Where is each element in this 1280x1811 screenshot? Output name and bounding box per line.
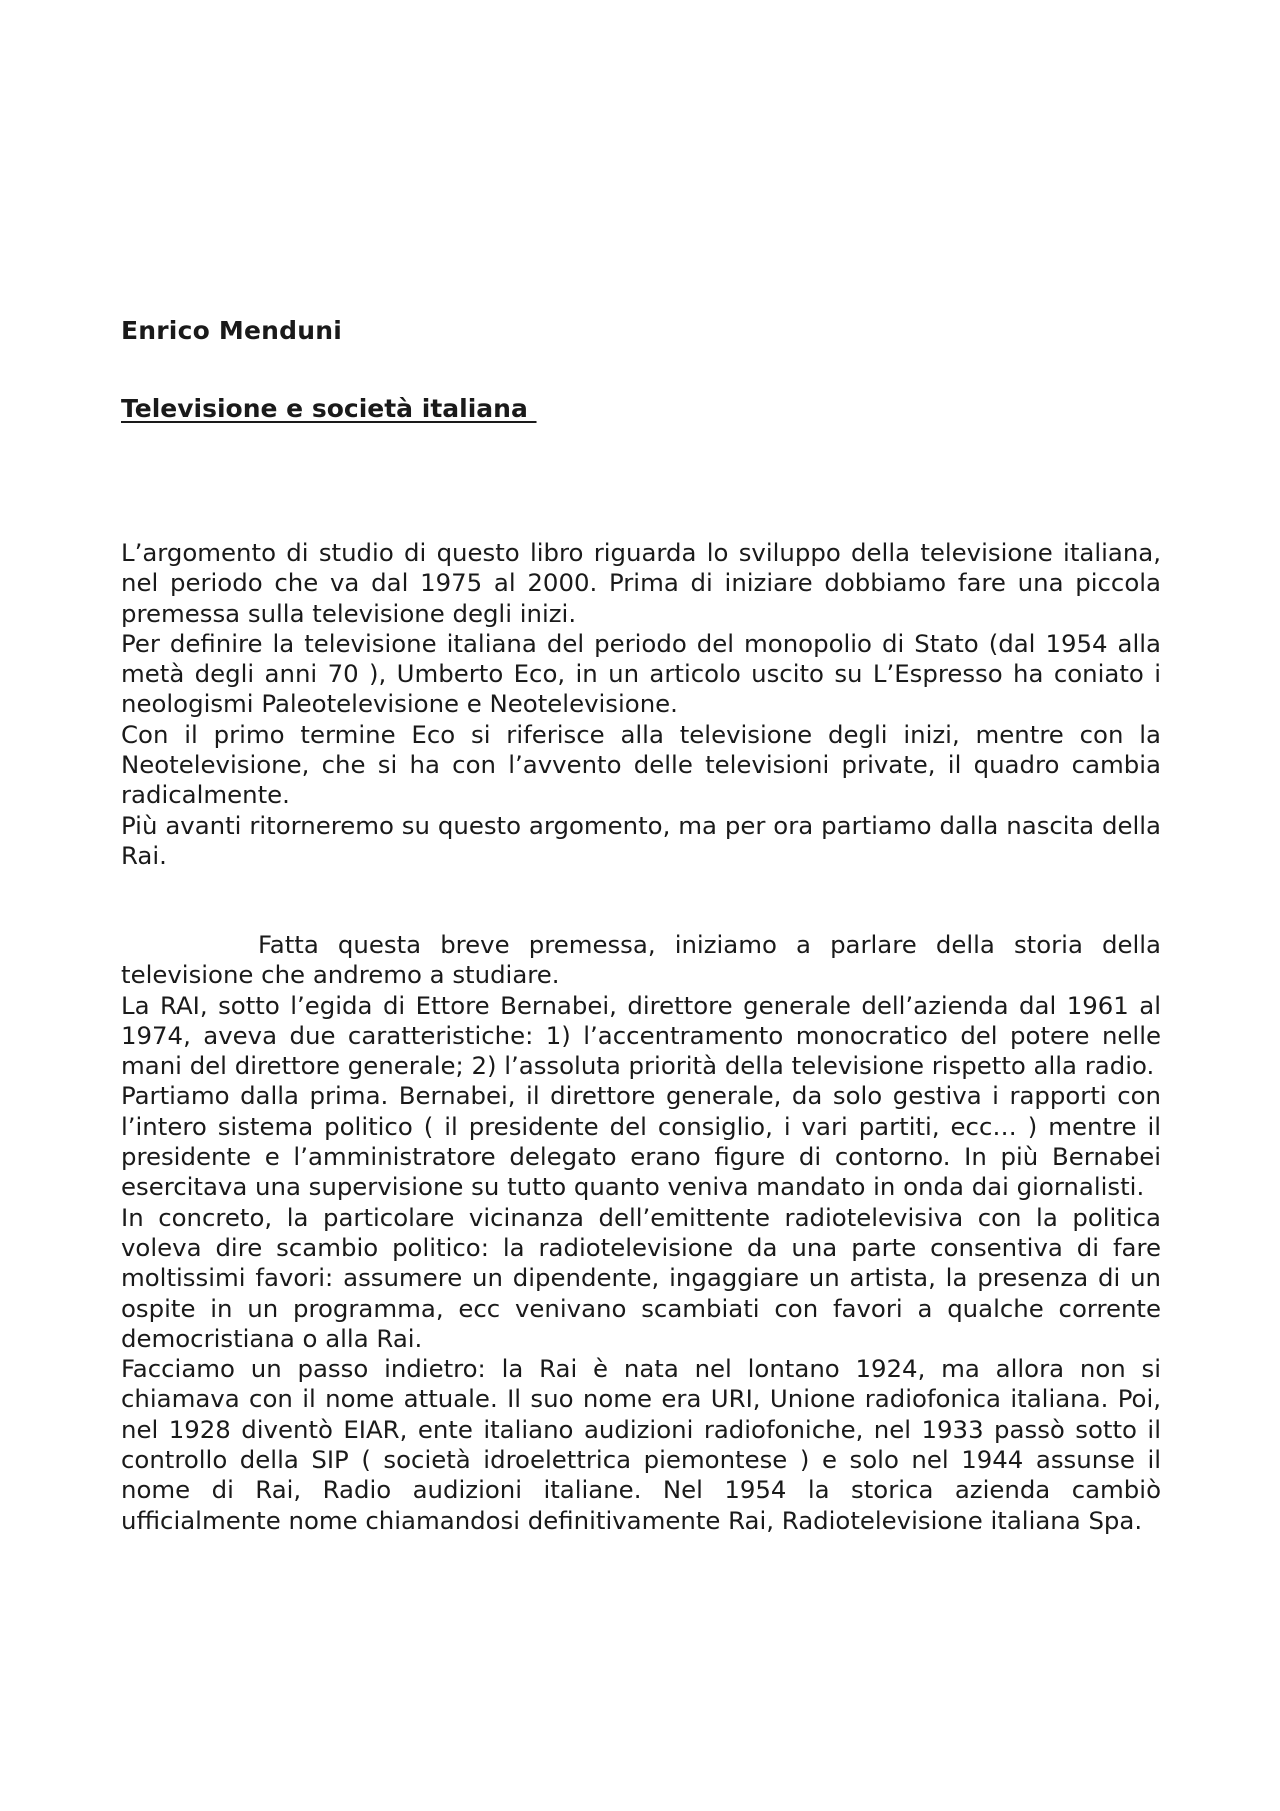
paragraph: La RAI, sotto l’egida di Ettore Bernabei, direttore generale dell’azienda dal 1961 al 1974, aveva due caratteristiche: 1) l’accentramento monocratico del potere nelle mani del direttore generale; 2) l’assoluta priorità della televisione rispetto alla radio.	[121, 990, 1161, 1081]
paragraph: Facciamo un passo indietro: la Rai è nata nel lontano 1924, ma allora non si chiamava con il nome attuale. Il suo nome era URI, Unione radiofonica italiana. Poi, nel 1928 diventò EIAR, ente italiano audizioni radiofoniche, nel 1933 passò sotto il controllo della SIP ( società idroelettrica piemontese ) e solo nel 1944 assunse il nome di Rai, Radio audizioni italiane. Nel 1954 la storica azienda cambiò ufficialmente nome chiamandosi definitivamente Rai, Radiotelevisione italiana Spa.	[121, 1354, 1161, 1535]
paragraph: Più avanti ritorneremo su questo argomento, ma per ora partiamo dalla nascita della Rai.	[121, 810, 1161, 870]
paragraph: Fatta questa breve premessa, iniziamo a parlare della storia della televisione che andremo a studiare.	[121, 930, 1161, 990]
paragraph: L’argomento di studio di questo libro riguarda lo sviluppo della televisione italiana, nel periodo che va dal 1975 al 2000. Prima di iniziare dobbiamo fare una piccola premessa sulla televisione degli inizi.	[121, 538, 1161, 628]
paragraph: In concreto, la particolare vicinanza dell’emittente radiotelevisiva con la politica voleva dire scambio politico: la radiotelevisione da una parte consentiva di fare moltissimi favori: assumere un dipendente, ingaggiare un artista, la presenza di un ospite in un programma, ecc venivano scambiati con favori a qualche corrente democristiana o alla Rai.	[121, 1202, 1161, 1353]
document-title: Televisione e società italiana	[121, 394, 537, 423]
paragraph: Partiamo dalla prima. Bernabei, il direttore generale, da solo gestiva i rapporti con l’intero sistema politico ( il presidente del consiglio, i vari partiti, ecc… ) mentre il presidente e l’amministratore delegato erano figure di contorno. In più Bernabei esercitava una supervisione su tutto quanto veniva mandato in onda dai giornalisti.	[121, 1081, 1161, 1202]
history-section	[121, 930, 1161, 1536]
author-name: Enrico Menduni	[121, 316, 342, 345]
paragraph: Per definire la televisione italiana del periodo del monopolio di Stato (dal 1954 alla metà degli anni 70 ), Umberto Eco, in un articolo uscito su L’Espresso ha coniato i neologismi Paleotelevisione e Neotelevisione.	[121, 628, 1161, 719]
paragraph: Con il primo termine Eco si riferisce alla televisione degli inizi, mentre con la Neotelevisione, che si ha con l’avvento delle televisioni private, il quadro cambia radicalmente.	[121, 719, 1161, 810]
intro-section	[121, 538, 1161, 871]
